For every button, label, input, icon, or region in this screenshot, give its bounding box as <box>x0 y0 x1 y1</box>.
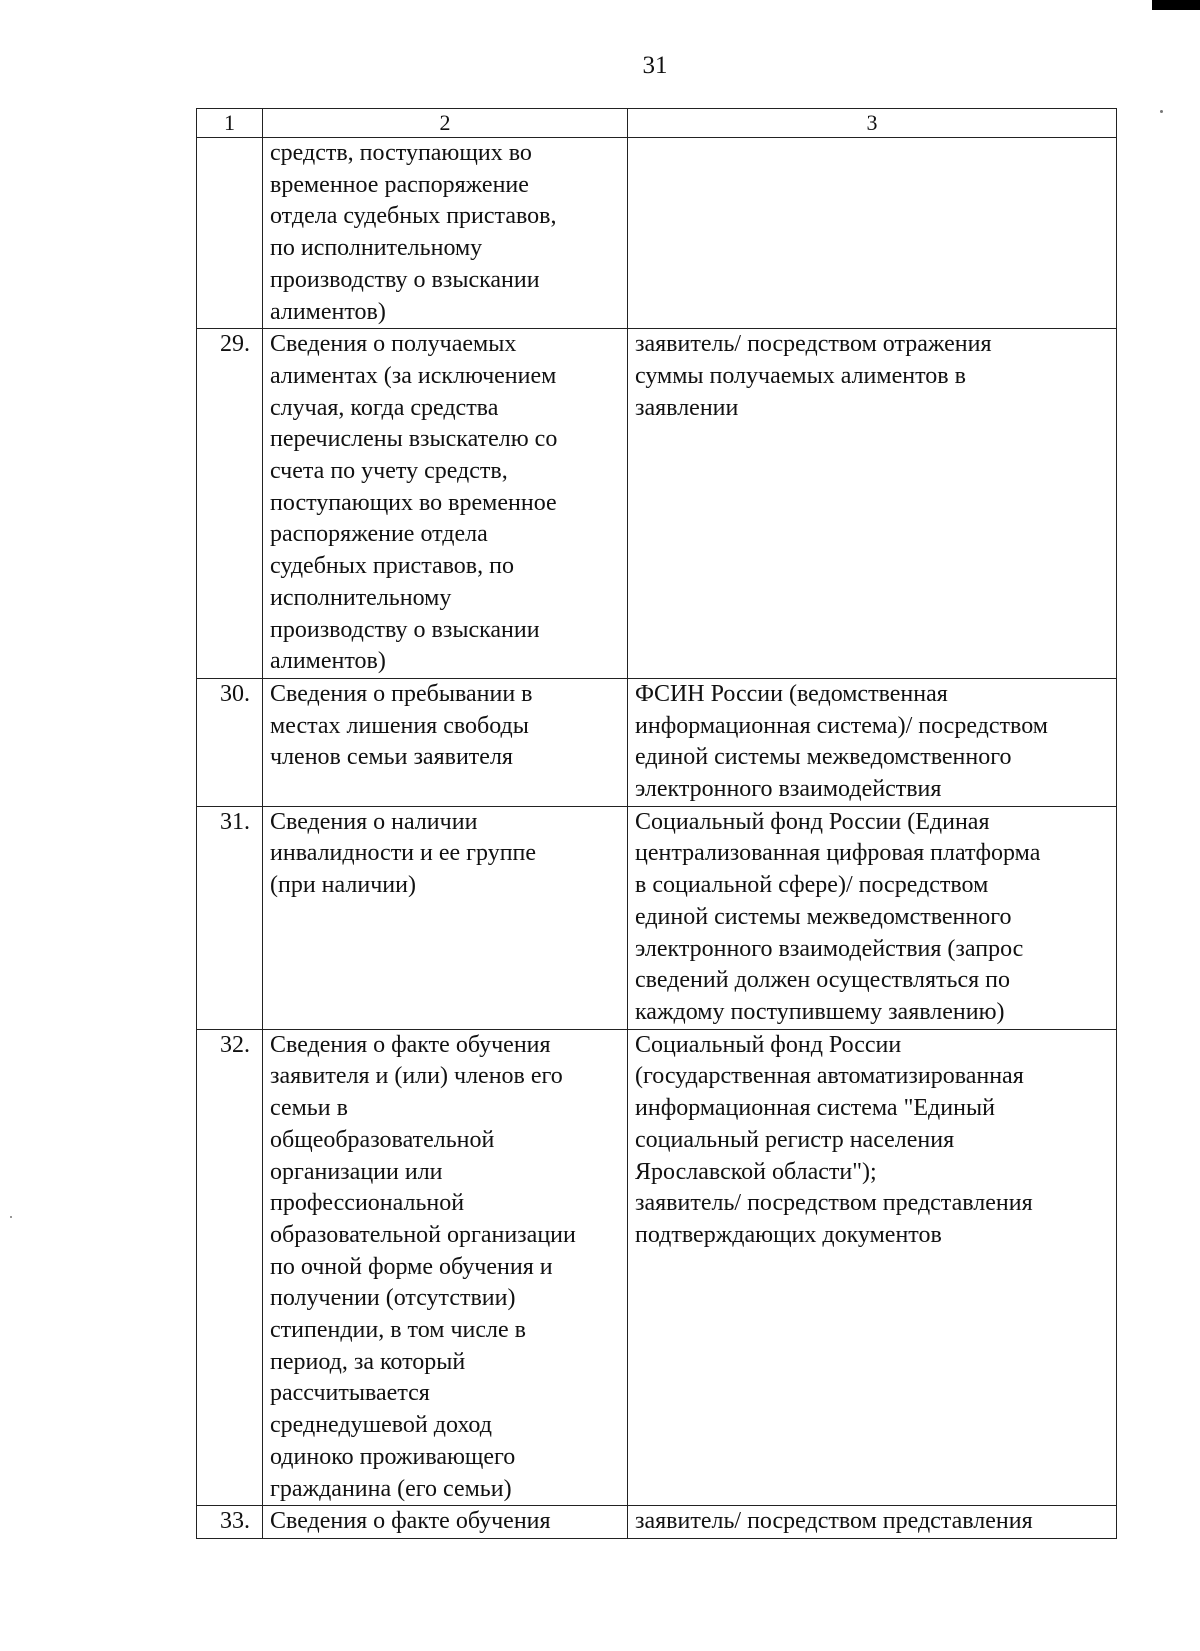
row-number: 30. <box>197 678 263 806</box>
table-header-row <box>197 109 1117 138</box>
row-number: 32. <box>197 1029 263 1506</box>
table-row <box>197 1029 1117 1506</box>
row-number: 33. <box>197 1506 263 1539</box>
row-description: средств, поступающих во временное распоряжение отдела судебных приставов, по исполнительному производству о взыскании алиментов) <box>263 138 628 329</box>
column-header: 3 <box>628 109 1117 138</box>
row-description: Сведения о получаемых алиментах (за исключением случая, когда средства перечислены взыскателю со счета по учету средств, поступающих во временное распоряжение отдела судебных приставов, по исполнительному производству о взыскании алиментов) <box>263 329 628 679</box>
row-source: заявитель/ посредством представления <box>628 1506 1117 1539</box>
table-row <box>197 329 1117 679</box>
row-number: 29. <box>197 329 263 679</box>
row-description: Сведения о наличии инвалидности и ее группе (при наличии) <box>263 806 628 1029</box>
scan-edge-mark <box>1152 0 1200 10</box>
row-source: заявитель/ посредством отражения суммы получаемых алиментов в заявлении <box>628 329 1117 679</box>
row-description: Сведения о пребывании в местах лишения свободы членов семьи заявителя <box>263 678 628 806</box>
page-number: 31 <box>642 52 668 79</box>
row-number <box>197 138 263 329</box>
row-source: Социальный фонд России (Единая централизованная цифровая платформа в социальной сфере)/ посредством единой системы межведомственного электронного взаимодействия (запрос сведений должен осуществляться по каждому поступившему заявлению) <box>628 806 1117 1029</box>
row-source: ФСИН России (ведомственная информационная система)/ посредством единой системы межведомственного электронного взаимодействия <box>628 678 1117 806</box>
scan-speck <box>1160 110 1163 113</box>
row-source <box>628 138 1117 329</box>
column-header: 2 <box>263 109 628 138</box>
table-row <box>197 678 1117 806</box>
data-sources-table <box>196 108 1117 1539</box>
table-row <box>197 806 1117 1029</box>
row-source: Социальный фонд России (государственная автоматизированная информационная система "Единый социальный регистр населения Ярославской области"); заявитель/ посредством представления подтверждающих документов <box>628 1029 1117 1506</box>
row-number: 31. <box>197 806 263 1029</box>
table-row <box>197 138 1117 329</box>
row-description: Сведения о факте обучения заявителя и (или) членов его семьи в общеобразовательной организации или профессиональной образовательной организации по очной форме обучения и получении (отсутствии) стипендии, в том числе в период, за который рассчитывается среднедушевой доход одиноко проживающего гражданина (его семьи) <box>263 1029 628 1506</box>
column-header: 1 <box>197 109 263 138</box>
scan-speck <box>10 1216 12 1218</box>
row-description: Сведения о факте обучения <box>263 1506 628 1539</box>
table-row <box>197 1506 1117 1539</box>
